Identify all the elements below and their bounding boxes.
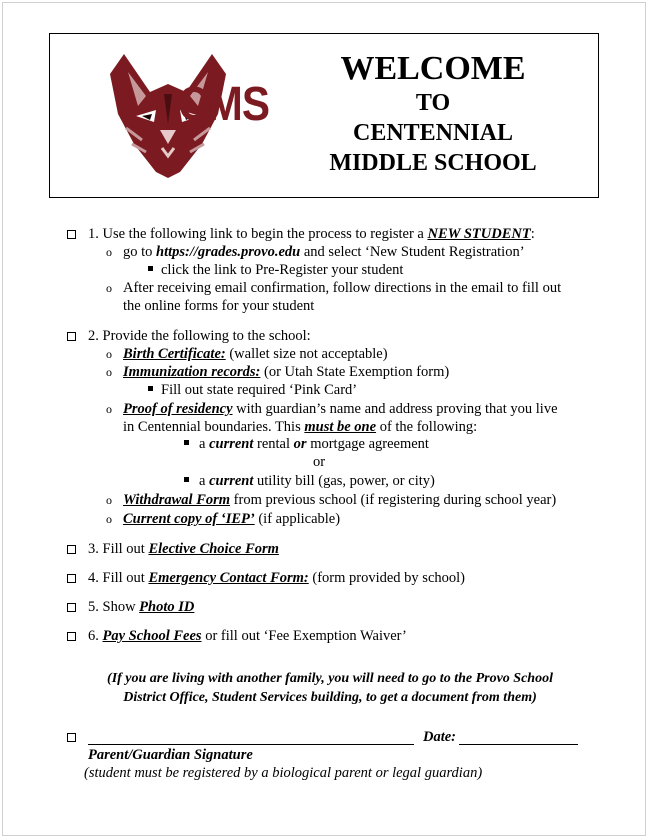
family-note bbox=[60, 669, 600, 707]
signature-label: Parent/Guardian Signature bbox=[88, 747, 253, 763]
step5-text: 5. Show Photo ID bbox=[88, 599, 195, 615]
title-to: TO bbox=[415, 90, 451, 116]
checkbox-signature[interactable] bbox=[67, 733, 76, 742]
rental-option-line: a current rental or mortgage agreement bbox=[199, 436, 429, 452]
family-note-line1: (If you are living with another family, you will need to go to the Provo School bbox=[107, 671, 553, 686]
grades-link[interactable]: https://grades.provo.edu bbox=[156, 244, 301, 260]
circle-bullet-icon: o bbox=[106, 245, 112, 259]
residency-line2: in Centennial boundaries. This must be one of the following: bbox=[123, 419, 478, 435]
step3-text: 3. Fill out Elective Choice Form bbox=[88, 541, 279, 557]
new-student-emph: NEW STUDENT bbox=[427, 226, 531, 242]
square-bullet-icon bbox=[148, 386, 153, 391]
circle-bullet-icon: o bbox=[106, 365, 112, 379]
checkbox-step3[interactable] bbox=[67, 545, 76, 554]
birth-certificate-line: Birth Certificate: (wallet size not acceptable) bbox=[123, 346, 388, 362]
checkbox-step6[interactable] bbox=[67, 632, 76, 641]
circle-bullet-icon: o bbox=[106, 493, 112, 507]
checkbox-step4[interactable] bbox=[67, 574, 76, 583]
circle-bullet-icon: o bbox=[106, 347, 112, 361]
circle-bullet-icon: o bbox=[106, 512, 112, 526]
immunization-line: Immunization records: (or Utah State Exemption form) bbox=[123, 364, 450, 380]
square-bullet-icon bbox=[184, 477, 189, 482]
title-welcome: WELCOME bbox=[340, 50, 526, 87]
step1-text: 1. Use the following link to begin the process to register a NEW STUDENT: bbox=[88, 226, 535, 242]
signature-line[interactable] bbox=[88, 744, 414, 745]
circle-bullet-icon: o bbox=[106, 402, 112, 416]
step2-text: 2. Provide the following to the school: bbox=[88, 328, 311, 344]
withdrawal-line: Withdrawal Form from previous school (if registering during school year) bbox=[123, 492, 557, 508]
iep-line: Current copy of ‘IEP’ (if applicable) bbox=[123, 511, 341, 527]
step1-link-line: go to https://grades.provo.edu and select ‘New Student Registration’ bbox=[123, 244, 525, 260]
checkbox-step2[interactable] bbox=[67, 332, 76, 341]
step1-confirm-line2: the online forms for your student bbox=[123, 298, 315, 314]
utility-option-line: a current utility bill (gas, power, or city) bbox=[199, 473, 435, 489]
date-label: Date: bbox=[423, 729, 457, 745]
circle-bullet-icon: o bbox=[106, 281, 112, 295]
square-bullet-icon bbox=[184, 440, 189, 445]
step4-text: 4. Fill out Emergency Contact Form: (form provided by school) bbox=[88, 570, 465, 586]
step1-sub-line: click the link to Pre-Register your student bbox=[161, 262, 404, 278]
square-bullet-icon bbox=[148, 266, 153, 271]
family-note-line2: District Office, Student Services building, to get a document from them) bbox=[123, 690, 537, 705]
checkbox-step1[interactable] bbox=[67, 230, 76, 239]
or-separator: or bbox=[313, 454, 326, 470]
checkbox-step5[interactable] bbox=[67, 603, 76, 612]
title-centennial: CENTENNIAL bbox=[352, 120, 514, 146]
title-middle-school: MIDDLE SCHOOL bbox=[329, 150, 537, 176]
step1-confirm-line1: After receiving email confirmation, follow directions in the email to fill out bbox=[123, 280, 562, 296]
step6-text: 6. Pay School Fees or fill out ‘Fee Exemption Waiver’ bbox=[88, 628, 407, 644]
residency-line1: Proof of residency with guardian’s name and address proving that you live bbox=[123, 401, 558, 417]
logo-text: CMS bbox=[178, 78, 270, 131]
pink-card-line: Fill out state required ‘Pink Card’ bbox=[161, 382, 358, 398]
guardian-disclaimer: (student must be registered by a biological parent or legal guardian) bbox=[84, 765, 483, 781]
date-line[interactable] bbox=[459, 744, 578, 745]
